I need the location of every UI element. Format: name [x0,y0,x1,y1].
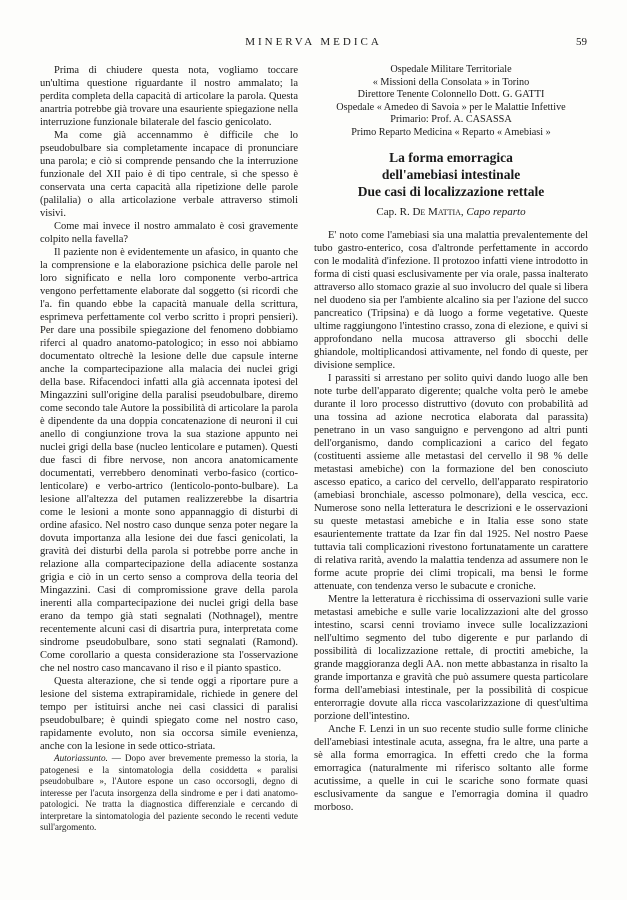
paragraph: Questa alterazione, che si tende oggi a riportare pure a lesione del sistema extrapiramidale, richiede in genere del tempo per istituirsi anche nei casi classici di paralisi pseudobulbare; è quindi spiegato come nel nostro caso, rapidamente evoluto, non sia occorsa simile evenienza, anche con la lesione in sede ottico-striata. [40,676,298,752]
paragraph: I parassiti si arrestano per solito quivi dando luogo alle ben note turbe dell'apparato digerente; qualche volta però le amebe durante il loro processo distruttivo (dovuto con probabilità ad una tossina ad azione necrotica elaborata dal parassita) penetrano in un vaso sanguigno e pervengono ad altri punti dell'organismo, dando complicazioni a carico del fegato (costituenti assieme alle metastasi del cervello il 98 % delle metastasi amebiche) con la formazione del ben conosciuto ascesso epatico, a carico del cervello, dell'apparato respiratorio (amebiasi bronchiale, ascesso polmonare), della vescica, ecc. Numerose sono nella letteratura le descrizioni e le osservazioni su queste metastasi amebiche e in Italia esse sono state esaurientemente trattate da Izar fin dal 1925. Nel nostro Paese tuttavia tali complicazioni rivestono fortunatamente un carattere di relativa rarità, avendo la malattia tendenza ad assumere non le forme acute proprie dei climi tropicali, ma bensì le forme attenuate, con tendenza verso le subacute e croniche. [314,373,588,592]
affiliation-line: Primario: Prof. A. CASASSA [390,114,512,125]
paragraph: Ma come già accennammo è difficile che lo pseudobulbare sia completamente incapace di pronunciare una parola; e ciò si comprende pensando che la interruzione funzionale del XII paio è di tipo centrale, sì che spesso è conservata una certa capacità alla ripetizione delle parole (palilalia) o alla articolazione verbale attraverso stimoli visivi. [40,130,298,219]
article-title [314,149,588,200]
right-column [314,64,588,814]
paragraph: Il paziente non è evidentemente un afasico, in quanto che la comprensione e la elaborazione psichica delle parole nel loro significato e nella loro componente verbo-artrica vengono perfettamente elaborate dal soggetto (si ricordi che l'a. fin quando ebbe la capacità manuale della scrittura, esprimeva perfettamente col verbo scritto i propri pensieri). Per dare una possibile spiegazione del fenomeno dobbiamo riferci al quadro anatomo-patologico; in esso noi abbiamo documentato oltrechè la lesione delle due capsule interne anche la compartecipazione alla malacia dei nuclei grigi della base. Rifacendoci infatti alla già accennata ipotesi del Mingazzini sull'origine della paralisi pseudobulbare, diremo come secondo tale Autore la possibilità di articolare la parola è dipendente da una doppia concatenazione di neuroni il cui anello di congiunzione trova la sua stazione appunto nei nuclei grigi della base (nucleo lenticolare e putamen). Questi due fasci di fibre nervose, non ancora anatomicamente documentati, verrebbero denominati verbo-fasico (cortico-lenticolare) e verbo-artrico (lenticolo-ponto-bulbare). La lesione all'altezza del putamen realizzerebbe la disartria come le lesioni a monte sono appannaggio di disturbi di ordine afasico. Nel nostro caso dunque senza poter negare la dovuta importanza alla lesione dei due fasci genicolati, la gravità dei disturbi della parola si potrebbe porre anche in relazione alla compartecipazione della adiacente sostanza grigia e ciò in un certo senso a comprova della teoria del Mingazzini. Casi di compromissione grave della parola inerenti alla compartecipazione dei nuclei grigi della base erano da tempo già stati segnalati (Nothnagel), mentre recentemente alcuni casi di disartria pura, interpretata come sindrome pseudobulbare, sono stati segnalati (Ramond). Come corollario a questa considerazione sta l'osservazione che nel nostro caso mancavano il riso e il pianto spastico. [40,247,298,674]
paragraph: Come mai invece il nostro ammalato è così gravemente colpito nella favella? [40,221,298,245]
byline [314,206,588,219]
title-line: La forma emorragica [389,150,513,165]
page-number: 59 [576,36,587,48]
affiliation-line: Primo Reparto Medicina « Reparto « Amebiasi » [351,126,551,138]
paragraph: Prima di chiudere questa nota, vogliamo toccare un'ultima questione riguardante il nostro ammalato; la perdita completa della capacità di articolare la parola. Questa anartria potrebbe già trovare una esauriente spiegazione nella interruzione funzionale bilaterale del fascio genicolato. [40,65,298,128]
author-name: De Mattia, [412,206,464,218]
paragraph: Mentre la letteratura è ricchissima di osservazioni sulle varie metastasi amebiche e sulle varie localizzazioni alte del grosso intestino, scarsi cenni troviamo invece sulle localizzazioni nell'ultimo segmento del tubo digerente e pur parlando di possibilità di localizzazione rettale, di proctiti amebiche, la grande maggioranza degli AA. non mette abbastanza in risalto la grande importanza e gravità che può assumere questa particolare forma dell'amebiasi intestinale, per la possibilità di cospicue enterorragie dovute alla ricca vascolarizzazione di quest'ultima porzione dell'intestino. [314,594,588,722]
author-rank: Cap. R. [376,206,410,218]
autoriassunto-text: — Dopo aver brevemente premesso la storia, la patogenesi e la sintomatologia della cosiddetta « paralisi pseudobulbare », l'Autore espone un caso occorsogli, degno di interesse per l'acuta insorgenza della sindrome e per i dati anatomo-patologici. Ne tratta la diagnostica differenziale e cercando di interpretare la sintomatologia del paziente secondo le recenti vedute sull'argomento. [40,753,299,832]
title-line: Due casi di localizzazione rettale [357,184,545,199]
title-line: dell'amebiasi intestinale [381,167,521,182]
page-header [40,36,587,52]
left-column [40,64,298,834]
affiliation-block [314,64,588,139]
author-role: Capo reparto [466,206,526,218]
paragraph: E' noto come l'amebiasi sia una malattia prevalentemente del tubo gastro-enterico, cosa d'altronde perfettamente in accordo con le modalità d'infezione. Il protozoo infatti viene introdotto in forma di cisti quasi esclusivamente per via orale, passa inalterato attraverso allo stomaco grazie al suo involucro del quale si libera nel duodeno sia per l'ambiente alcalino sia per l'azione del succo pancreatico (Tripsina) e dà luogo a forme vegetative. Queste ultime raggiungono l'intestino crasso, zona di elezione, e quivi si approfondano nella mucosa attraverso gli sbocchi delle ghiandole, moltiplicandosi attivamente, nel fondo di queste, per divisione semplice. [314,230,588,371]
paragraph: Anche F. Lenzi in un suo recente studio sulle forme cliniche dell'amebiasi intestinale acuta, assegna, fra le altre, una parte a sè alla forma emorragica. In effetti credo che la forma emorragica (naturalmente mi riferisco soltanto alle forme acutissime, a quelle in cui le scariche sono formate quasi esclusivamente da sangue e l'emorragia domina il quadro morboso. [314,724,588,813]
autoriassunto-label: Autoriassunto. [54,753,108,763]
affiliation-line: « Missioni della Consolata » in Torino [372,76,530,88]
affiliation-line: Ospedale Militare Territoriale [390,64,512,75]
autoriassunto [40,753,298,834]
running-title: MINERVA MEDICA [245,36,382,48]
affiliation-line: Ospedale « Amedeo di Savoia » per le Malattie Infettive [336,101,566,113]
affiliation-line: Direttore Tenente Colonnello Dott. G. GATTI [357,89,545,100]
